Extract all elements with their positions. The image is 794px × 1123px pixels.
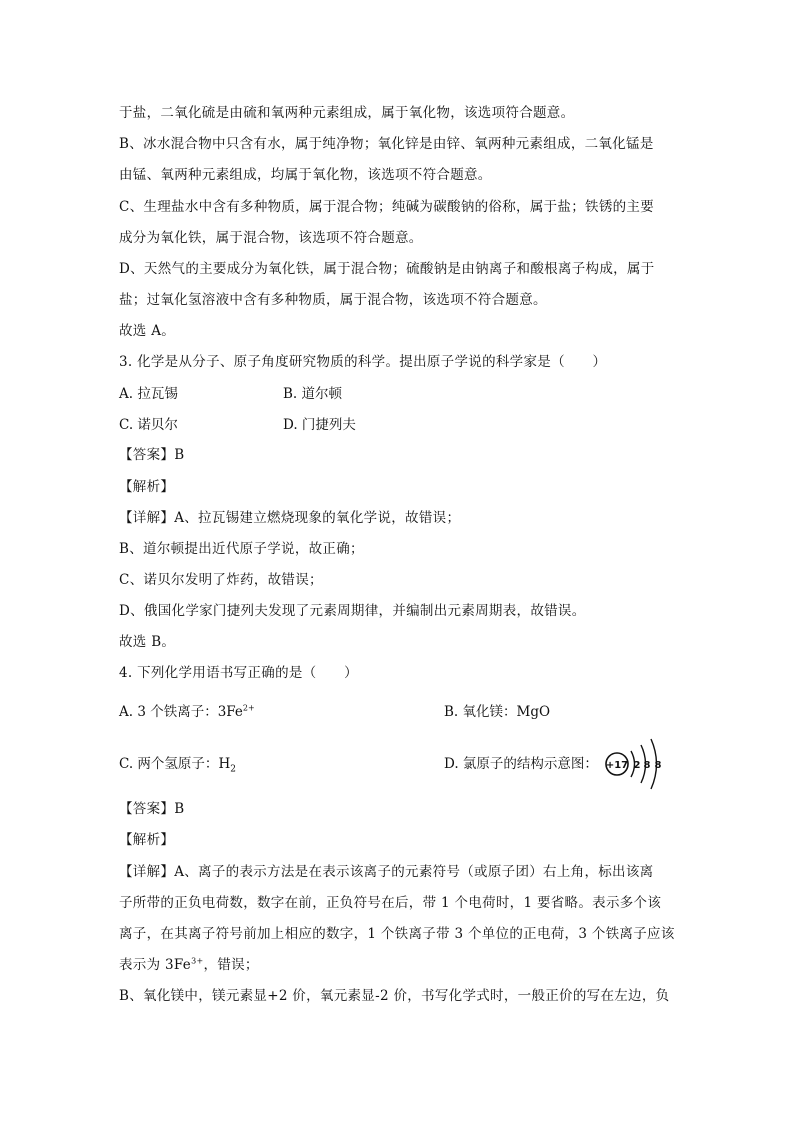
text-line: 成分为氧化铁，属于混合物，该选项不符合题意。 [119,230,423,246]
text-line: B、冰水混合物中只含有水，属于纯净物；氧化锌是由锌、氧两种元素组成，二氧化锰是 [119,136,654,152]
q4-detail-line [119,955,259,975]
q4-detail-line: 离子，在其离子符号前加上相应的数字，1 个铁离子带 3 个单位的正电荷，3 个铁离子应该 [119,926,675,942]
q3-detail-line: 故选 B。 [119,634,176,650]
q4-option-a [119,702,255,722]
nucleus-charge: +17 [605,760,629,771]
question-3-stem: 3. 化学是从分子、原子角度研究物质的科学。提出原子学说的科学家是（ ） [119,354,607,370]
text-line: C、生理盐水中含有多种物质，属于混合物；纯碱为碳酸钠的俗称，属于盐；铁锈的主要 [119,199,655,215]
charge-superscript: 3+ [191,956,204,966]
shell-electrons: 8 [654,760,662,771]
q4-analysis-heading: 【解析】 [119,832,175,848]
q4-detail-line: 【详解】A、离子的表示方法是在表示该离子的元素符号（或原子团）右上角，标出该离 [119,864,654,880]
q3-detail-line: B、道尔顿提出近代原子学说，故正确； [119,541,364,557]
q3-option-b: B. 道尔顿 [283,386,343,402]
text-line: 由锰、氧两种元素组成，均属于氧化物，该选项不符合题意。 [119,167,492,183]
q3-analysis-heading: 【解析】 [119,479,175,495]
q4-answer: 【答案】B [119,801,185,817]
q4-detail-line: B、氧化镁中，镁元素显+2 价，氧元素显-2 价，书写化学式时，一般正价的写在左边，负 [119,988,670,1004]
text-line: D、天然气的主要成分为氧化铁，属于混合物；硫酸钠是由钠离子和酸根离子构成，属于 [119,261,655,277]
q4-detail-line: 子所带的正负电荷数，数字在前，正负符号在后，带 1 个电荷时，1 要省略。表示多个该 [119,895,662,911]
q3-detail-line: C、诺贝尔发明了炸药，故错误； [119,572,323,588]
q3-detail-line: 【详解】A、拉瓦锡建立燃烧现象的氧化学说，故错误； [119,510,461,526]
q3-option-c: C. 诺贝尔 [119,417,178,433]
q4-detail-text: 表示为 3Fe [119,957,192,973]
q4-option-c-text: C. 两个氢原子： [119,756,219,772]
q3-answer: 【答案】B [119,447,185,463]
text-line: 于盐，二氧化硫是由硫和氧两种元素组成，属于氧化物，该选项符合题意。 [119,105,575,121]
shell-electrons: 2 [633,760,641,771]
q4-option-d: D. 氯原子的结构示意图： [444,756,598,772]
text-line: 盐；过氧化氢溶液中含有多种物质，属于混合物，该选项不符合题意。 [119,292,547,308]
q3-option-d: D. 门捷列夫 [283,417,356,433]
subscript: 2 [230,764,236,775]
q4-option-a-text: A. 3 个铁离子：3Fe [119,704,243,720]
question-4-stem: 4. 下列化学用语书写正确的是（ ） [119,665,358,681]
hydrogen-formula: H [218,756,231,772]
q3-option-a: A. 拉瓦锡 [119,386,178,402]
q4-option-c [119,754,236,780]
charge-superscript: 2+ [242,703,255,713]
q4-detail-text: ，错误； [203,957,259,973]
q4-option-b: B. 氧化镁：MgO [444,704,551,720]
q3-detail-line: D、俄国化学家门捷列夫发现了元素周期律，并编制出元素周期表，故错误。 [119,603,586,619]
chlorine-atom-structure-diagram [604,737,664,791]
text-line: 故选 A。 [119,323,176,339]
shell-electrons: 8 [643,760,651,771]
